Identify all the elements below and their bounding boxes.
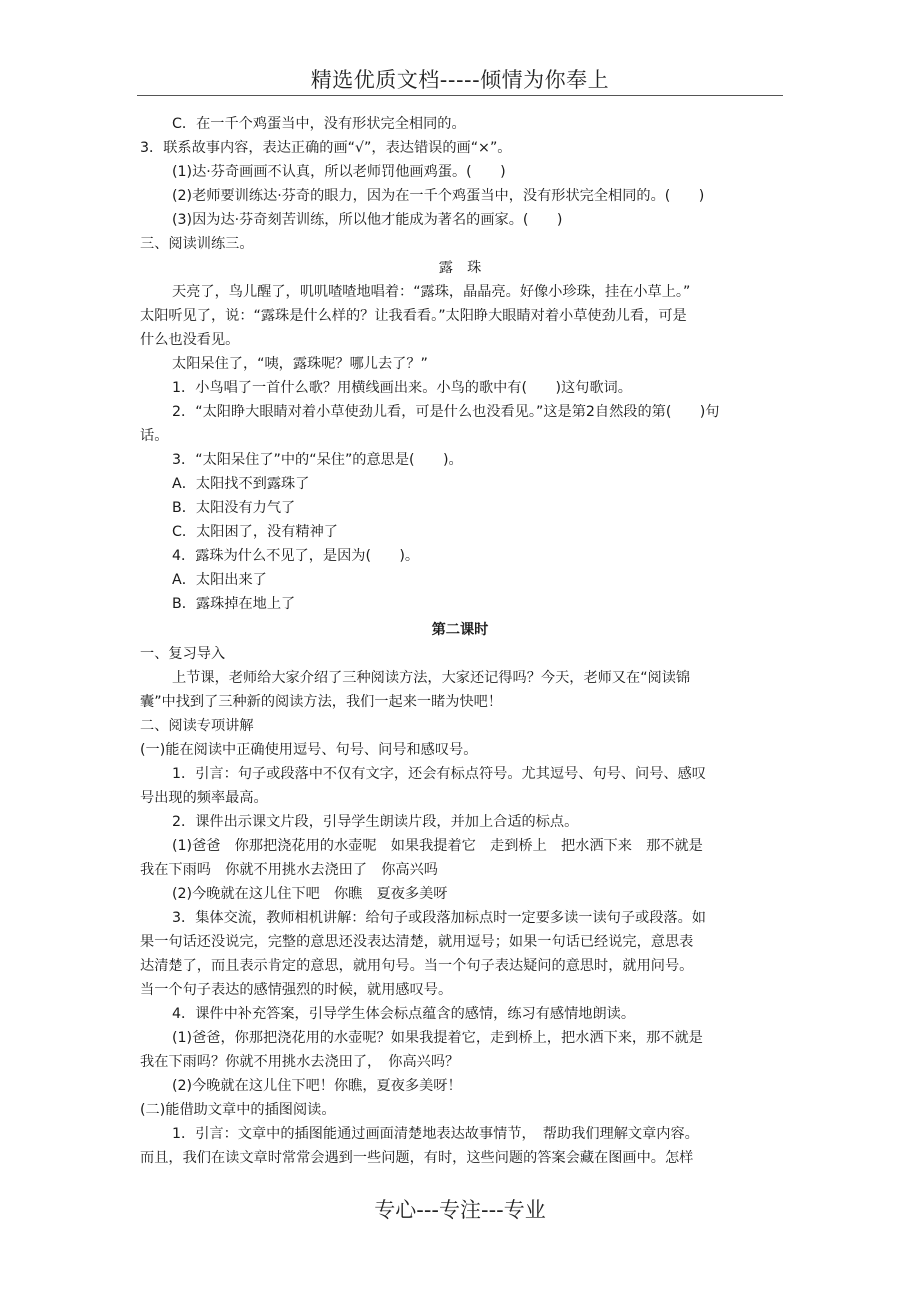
lesson-heading: 第二课时 bbox=[431, 622, 489, 638]
text-line: C．在一千个鸡蛋当中，没有形状完全相同的。 bbox=[172, 116, 466, 132]
text-line: 4．露珠为什么不见了，是因为( )。 bbox=[172, 548, 420, 564]
section-heading: 二、阅读专项讲解 bbox=[140, 718, 254, 734]
section-heading: 三、阅读训练三。 bbox=[140, 236, 254, 252]
document-header-title: 精选优质文档-----倾情为你奉上 bbox=[310, 68, 610, 92]
text-line: 天亮了，鸟儿醒了，叽叽喳喳地唱着：“露珠，晶晶亮。好像小珍珠，挂在小草上。” bbox=[172, 284, 691, 300]
text-line: 4．课件中补充答案，引导学生体会标点蕴含的感情，练习有感情地朗读。 bbox=[172, 1006, 636, 1022]
text-line: 太阳呆住了，“咦，露珠呢？哪儿去了？” bbox=[172, 356, 428, 372]
text-line: 2．课件出示课文片段，引导学生朗读片段，并加上合适的标点。 bbox=[172, 814, 579, 830]
text-line: 号出现的频率最高。 bbox=[140, 790, 268, 806]
text-line: 太阳听见了，说：“露珠是什么样的？让我看看。”太阳睁大眼睛对着小草使劲儿看，可是 bbox=[140, 308, 687, 324]
option-line: B．太阳没有力气了 bbox=[172, 500, 296, 516]
text-line: 1．引言：句子或段落中不仅有文字，还会有标点符号。尤其逗号、句号、问号、感叹 bbox=[172, 766, 706, 782]
text-line: 我在下雨吗？你就不用挑水去浇田了， 你高兴吗？ bbox=[140, 1054, 460, 1070]
text-line: 囊”中找到了三种新的阅读方法，我们一起来一睹为快吧！ bbox=[140, 694, 503, 710]
text-line: (2)今晚就在这儿住下吧 你瞧 夏夜多美呀 bbox=[172, 886, 448, 902]
text-line: (2)今晚就在这儿住下吧！你瞧，夏夜多美呀！ bbox=[172, 1078, 462, 1094]
option-line: B．露珠掉在地上了 bbox=[172, 596, 296, 612]
option-line: C．太阳困了，没有精神了 bbox=[172, 524, 338, 540]
text-line: 话。 bbox=[140, 428, 169, 444]
text-line: 3．集体交流，教师相机讲解：给句子或段落加标点时一定要多读一读句子或段落。如 bbox=[172, 910, 706, 926]
text-line: 果一句话还没说完，完整的意思还没表达清楚，就用逗号；如果一句话已经说完，意思表 bbox=[140, 934, 694, 950]
text-line: 3．联系故事内容，表达正确的画“√”，表达错误的画“×”。 bbox=[140, 140, 512, 156]
document-footer: 专心---专注---专业 bbox=[374, 1198, 546, 1222]
text-line: (1)爸爸 你那把浇花用的水壶呢 如果我提着它 走到桥上 把水洒下来 那不就是 bbox=[172, 838, 703, 854]
passage-title: 露 珠 bbox=[438, 260, 482, 276]
text-line: 3．“太阳呆住了”中的“呆住”的意思是( )。 bbox=[172, 452, 463, 468]
option-line: A．太阳找不到露珠了 bbox=[172, 476, 310, 492]
header-divider bbox=[137, 95, 783, 96]
option-line: A．太阳出来了 bbox=[172, 572, 267, 588]
text-line: 我在下雨吗 你就不用挑水去浇田了 你高兴吗 bbox=[140, 862, 438, 878]
text-line: (3)因为达·芬奇刻苦训练，所以他才能成为著名的画家。( ) bbox=[172, 212, 563, 228]
text-line: 1．小鸟唱了一首什么歌？用横线画出来。小鸟的歌中有( )这句歌词。 bbox=[172, 380, 632, 396]
text-line: 什么也没看见。 bbox=[140, 332, 240, 348]
text-line: (1)爸爸，你那把浇花用的水壶呢？如果我提着它，走到桥上，把水洒下来，那不就是 bbox=[172, 1030, 703, 1046]
section-heading: 一、复习导入 bbox=[140, 646, 226, 662]
subsection-heading: (二)能借助文章中的插图阅读。 bbox=[140, 1102, 336, 1118]
text-line: 当一个句子表达的感情强烈的时候，就用感叹号。 bbox=[140, 982, 453, 998]
text-line: (1)达·芬奇画画不认真，所以老师罚他画鸡蛋。( ) bbox=[172, 164, 506, 180]
text-line: 2．“太阳睁大眼睛对着小草使劲儿看，可是什么也没看见。”这是第2自然段的第( )句 bbox=[172, 404, 720, 420]
subsection-heading: (一)能在阅读中正确使用逗号、句号、问号和感叹号。 bbox=[140, 742, 478, 758]
text-line: 而且，我们在读文章时常常会遇到一些问题，有时，这些问题的答案会藏在图画中。怎样 bbox=[140, 1150, 694, 1166]
text-line: (2)老师要训练达·芬奇的眼力，因为在一千个鸡蛋当中，没有形状完全相同的。( ) bbox=[172, 188, 705, 204]
text-line: 上节课，老师给大家介绍了三种阅读方法，大家还记得吗？今天，老师又在“阅读锦 bbox=[172, 670, 691, 686]
text-line: 达清楚了，而且表示肯定的意思，就用句号。当一个句子表达疑问的意思时，就用问号。 bbox=[140, 958, 694, 974]
text-line: 1．引言：文章中的插图能通过画面清楚地表达故事情节， 帮助我们理解文章内容。 bbox=[172, 1126, 699, 1142]
